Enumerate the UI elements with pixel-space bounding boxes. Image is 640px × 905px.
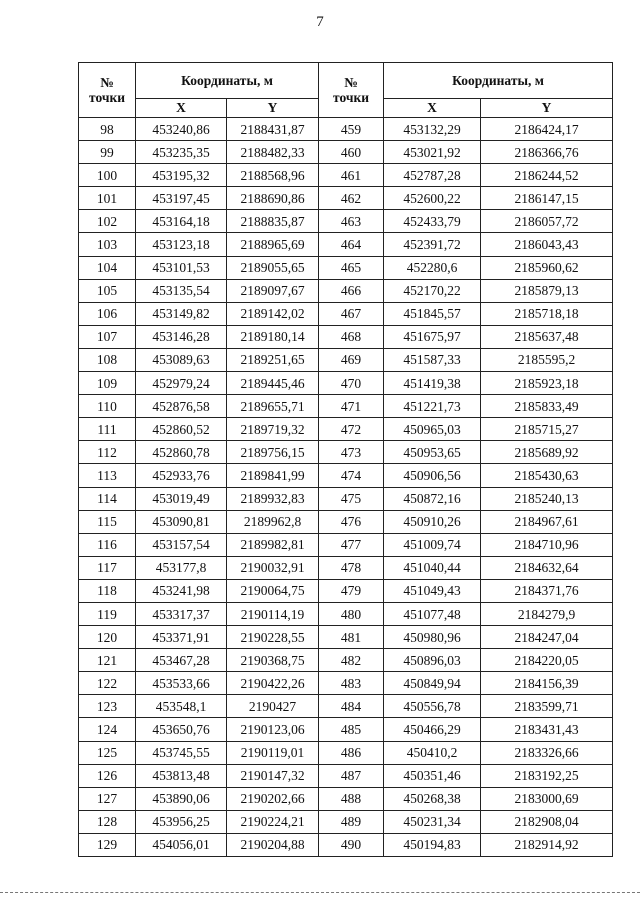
table-row <box>79 602 613 625</box>
y-cell: 2183599,71 <box>481 695 613 718</box>
point-no-cell: 459 <box>319 118 384 141</box>
y-cell: 2189932,83 <box>227 487 319 510</box>
x-cell: 452391,72 <box>384 233 481 256</box>
y-cell: 2190228,55 <box>227 626 319 649</box>
table-row <box>79 810 613 833</box>
point-no-cell: 107 <box>79 325 136 348</box>
x-cell: 453177,8 <box>136 556 227 579</box>
y-cell: 2185240,13 <box>481 487 613 510</box>
table-row <box>79 556 613 579</box>
point-no-cell: 486 <box>319 741 384 764</box>
table-row <box>79 510 613 533</box>
x-cell: 453467,28 <box>136 649 227 672</box>
x-cell: 453813,48 <box>136 764 227 787</box>
point-no-cell: 465 <box>319 256 384 279</box>
point-no-cell: 120 <box>79 626 136 649</box>
table-row <box>79 579 613 602</box>
x-cell: 453317,37 <box>136 602 227 625</box>
table-row <box>79 418 613 441</box>
x-cell: 453135,54 <box>136 279 227 302</box>
y-cell: 2183326,66 <box>481 741 613 764</box>
point-no-cell: 470 <box>319 372 384 395</box>
x-cell: 452876,58 <box>136 395 227 418</box>
x-cell: 450965,03 <box>384 418 481 441</box>
point-no-cell: 124 <box>79 718 136 741</box>
x-cell: 453533,66 <box>136 672 227 695</box>
y-cell: 2185923,18 <box>481 372 613 395</box>
point-no-cell: 463 <box>319 210 384 233</box>
point-no-header-right <box>319 63 384 118</box>
y-cell: 2190427 <box>227 695 319 718</box>
table-row <box>79 187 613 210</box>
x-cell: 453235,35 <box>136 141 227 164</box>
x-cell: 453132,29 <box>384 118 481 141</box>
y-cell: 2189180,14 <box>227 325 319 348</box>
point-no-cell: 476 <box>319 510 384 533</box>
y-cell: 2189962,8 <box>227 510 319 533</box>
y-cell: 2185879,13 <box>481 279 613 302</box>
point-no-cell: 466 <box>319 279 384 302</box>
table-row <box>79 718 613 741</box>
point-no-cell: 484 <box>319 695 384 718</box>
point-no-cell: 103 <box>79 233 136 256</box>
x-cell: 453021,92 <box>384 141 481 164</box>
y-header-right: Y <box>481 99 613 118</box>
x-cell: 452860,78 <box>136 441 227 464</box>
table-row <box>79 210 613 233</box>
x-cell: 450980,96 <box>384 626 481 649</box>
x-cell: 453101,53 <box>136 256 227 279</box>
x-cell: 452433,79 <box>384 210 481 233</box>
point-no-cell: 475 <box>319 487 384 510</box>
point-no-cell: 462 <box>319 187 384 210</box>
page-number: 7 <box>316 14 324 30</box>
point-no-cell: 471 <box>319 395 384 418</box>
x-header-left: X <box>136 99 227 118</box>
point-no-cell: 478 <box>319 556 384 579</box>
x-cell: 453195,32 <box>136 164 227 187</box>
point-no-cell: 480 <box>319 602 384 625</box>
table-row <box>79 464 613 487</box>
y-cell: 2185718,18 <box>481 302 613 325</box>
point-no-cell: 490 <box>319 833 384 856</box>
point-no-cell: 115 <box>79 510 136 533</box>
y-cell: 2189055,65 <box>227 256 319 279</box>
x-cell: 451221,73 <box>384 395 481 418</box>
y-cell: 2189097,67 <box>227 279 319 302</box>
x-cell: 453241,98 <box>136 579 227 602</box>
x-cell: 451077,48 <box>384 602 481 625</box>
table-body <box>79 118 613 857</box>
x-cell: 453149,82 <box>136 302 227 325</box>
point-no-word: точки <box>88 90 126 105</box>
point-no-symbol: № <box>344 75 358 90</box>
x-cell: 450466,29 <box>384 718 481 741</box>
y-cell: 2184279,9 <box>481 602 613 625</box>
x-cell: 453240,86 <box>136 118 227 141</box>
y-cell: 2184967,61 <box>481 510 613 533</box>
table-row <box>79 741 613 764</box>
y-cell: 2186244,52 <box>481 164 613 187</box>
table-row <box>79 372 613 395</box>
y-cell: 2190064,75 <box>227 579 319 602</box>
y-cell: 2188482,33 <box>227 141 319 164</box>
point-no-cell: 118 <box>79 579 136 602</box>
coords-header-left: Координаты, м <box>136 63 319 99</box>
point-no-cell: 485 <box>319 718 384 741</box>
x-cell: 452787,28 <box>384 164 481 187</box>
x-cell: 450872,16 <box>384 487 481 510</box>
x-cell: 453956,25 <box>136 810 227 833</box>
point-no-cell: 122 <box>79 672 136 695</box>
y-cell: 2183192,25 <box>481 764 613 787</box>
point-no-cell: 116 <box>79 533 136 556</box>
point-no-cell: 467 <box>319 302 384 325</box>
point-no-cell: 113 <box>79 464 136 487</box>
y-cell: 2185595,2 <box>481 348 613 371</box>
x-cell: 453089,63 <box>136 348 227 371</box>
x-cell: 451675,97 <box>384 325 481 348</box>
point-no-header-left <box>79 63 136 118</box>
table-row <box>79 626 613 649</box>
x-cell: 453090,81 <box>136 510 227 533</box>
y-cell: 2184247,04 <box>481 626 613 649</box>
point-no-cell: 98 <box>79 118 136 141</box>
y-cell: 2190147,32 <box>227 764 319 787</box>
x-cell: 453197,45 <box>136 187 227 210</box>
x-cell: 451845,57 <box>384 302 481 325</box>
coordinates-table <box>78 62 613 857</box>
y-cell: 2184156,39 <box>481 672 613 695</box>
x-cell: 453890,06 <box>136 787 227 810</box>
x-cell: 453164,18 <box>136 210 227 233</box>
point-no-cell: 109 <box>79 372 136 395</box>
point-no-cell: 110 <box>79 395 136 418</box>
point-no-cell: 477 <box>319 533 384 556</box>
x-cell: 452860,52 <box>136 418 227 441</box>
point-no-cell: 123 <box>79 695 136 718</box>
point-no-cell: 473 <box>319 441 384 464</box>
point-no-cell: 121 <box>79 649 136 672</box>
y-cell: 2186424,17 <box>481 118 613 141</box>
x-cell: 452933,76 <box>136 464 227 487</box>
point-no-cell: 469 <box>319 348 384 371</box>
table-row <box>79 487 613 510</box>
point-no-cell: 114 <box>79 487 136 510</box>
x-cell: 453019,49 <box>136 487 227 510</box>
x-cell: 452979,24 <box>136 372 227 395</box>
point-no-cell: 479 <box>319 579 384 602</box>
table-row <box>79 395 613 418</box>
y-cell: 2189841,99 <box>227 464 319 487</box>
x-cell: 452600,22 <box>384 187 481 210</box>
table-row <box>79 649 613 672</box>
y-cell: 2182908,04 <box>481 810 613 833</box>
point-no-cell: 108 <box>79 348 136 371</box>
point-no-word: точки <box>333 90 370 105</box>
point-no-symbol: № <box>100 75 114 90</box>
x-cell: 450194,83 <box>384 833 481 856</box>
table-row <box>79 764 613 787</box>
point-no-cell: 464 <box>319 233 384 256</box>
y-cell: 2184371,76 <box>481 579 613 602</box>
point-no-cell: 482 <box>319 649 384 672</box>
x-cell: 453745,55 <box>136 741 227 764</box>
y-cell: 2183431,43 <box>481 718 613 741</box>
y-cell: 2190368,75 <box>227 649 319 672</box>
y-cell: 2185430,63 <box>481 464 613 487</box>
y-cell: 2186057,72 <box>481 210 613 233</box>
y-cell: 2188568,96 <box>227 164 319 187</box>
y-cell: 2190114,19 <box>227 602 319 625</box>
y-cell: 2189251,65 <box>227 348 319 371</box>
table-row <box>79 325 613 348</box>
y-cell: 2184710,96 <box>481 533 613 556</box>
y-cell: 2189655,71 <box>227 395 319 418</box>
point-no-cell: 126 <box>79 764 136 787</box>
x-cell: 453123,18 <box>136 233 227 256</box>
y-cell: 2185960,62 <box>481 256 613 279</box>
table-row <box>79 533 613 556</box>
y-cell: 2190224,21 <box>227 810 319 833</box>
y-cell: 2189142,02 <box>227 302 319 325</box>
y-cell: 2184632,64 <box>481 556 613 579</box>
y-cell: 2185637,48 <box>481 325 613 348</box>
x-cell: 451587,33 <box>384 348 481 371</box>
table-row <box>79 233 613 256</box>
point-no-cell: 102 <box>79 210 136 233</box>
point-no-cell: 127 <box>79 787 136 810</box>
point-no-cell: 119 <box>79 602 136 625</box>
y-cell: 2183000,69 <box>481 787 613 810</box>
y-cell: 2190032,91 <box>227 556 319 579</box>
x-cell: 450896,03 <box>384 649 481 672</box>
point-no-cell: 99 <box>79 141 136 164</box>
table-row <box>79 833 613 856</box>
y-cell: 2185715,27 <box>481 418 613 441</box>
x-cell: 453371,91 <box>136 626 227 649</box>
coords-header-right: Координаты, м <box>384 63 613 99</box>
header-row <box>79 63 613 99</box>
x-cell: 451419,38 <box>384 372 481 395</box>
x-cell: 451049,43 <box>384 579 481 602</box>
y-cell: 2188690,86 <box>227 187 319 210</box>
point-no-cell: 117 <box>79 556 136 579</box>
x-cell: 453548,1 <box>136 695 227 718</box>
y-cell: 2189756,15 <box>227 441 319 464</box>
y-cell: 2190123,06 <box>227 718 319 741</box>
x-cell: 454056,01 <box>136 833 227 856</box>
y-cell: 2186147,15 <box>481 187 613 210</box>
point-no-cell: 129 <box>79 833 136 856</box>
x-cell: 453157,54 <box>136 533 227 556</box>
table-row <box>79 256 613 279</box>
bottom-divider <box>0 892 640 893</box>
point-no-cell: 106 <box>79 302 136 325</box>
table-row <box>79 672 613 695</box>
x-cell: 450231,34 <box>384 810 481 833</box>
table-row <box>79 695 613 718</box>
table-row <box>79 348 613 371</box>
point-no-cell: 474 <box>319 464 384 487</box>
point-no-cell: 461 <box>319 164 384 187</box>
x-cell: 450906,56 <box>384 464 481 487</box>
y-cell: 2188431,87 <box>227 118 319 141</box>
point-no-cell: 101 <box>79 187 136 210</box>
table-row <box>79 164 613 187</box>
y-cell: 2186366,76 <box>481 141 613 164</box>
point-no-cell: 488 <box>319 787 384 810</box>
x-cell: 453650,76 <box>136 718 227 741</box>
y-cell: 2190119,01 <box>227 741 319 764</box>
table-row <box>79 302 613 325</box>
y-cell: 2185689,92 <box>481 441 613 464</box>
x-cell: 452170,22 <box>384 279 481 302</box>
x-cell: 452280,6 <box>384 256 481 279</box>
x-header-right: X <box>384 99 481 118</box>
table-row <box>79 441 613 464</box>
x-cell: 451009,74 <box>384 533 481 556</box>
y-cell: 2188835,87 <box>227 210 319 233</box>
point-no-cell: 468 <box>319 325 384 348</box>
point-no-cell: 489 <box>319 810 384 833</box>
y-cell: 2184220,05 <box>481 649 613 672</box>
x-cell: 450556,78 <box>384 695 481 718</box>
x-cell: 450849,94 <box>384 672 481 695</box>
y-cell: 2189719,32 <box>227 418 319 441</box>
x-cell: 453146,28 <box>136 325 227 348</box>
x-cell: 450268,38 <box>384 787 481 810</box>
y-header-left: Y <box>227 99 319 118</box>
table-row <box>79 279 613 302</box>
y-cell: 2185833,49 <box>481 395 613 418</box>
x-cell: 450910,26 <box>384 510 481 533</box>
y-cell: 2182914,92 <box>481 833 613 856</box>
table-row <box>79 141 613 164</box>
point-no-cell: 112 <box>79 441 136 464</box>
point-no-cell: 100 <box>79 164 136 187</box>
y-cell: 2188965,69 <box>227 233 319 256</box>
point-no-cell: 487 <box>319 764 384 787</box>
point-no-cell: 104 <box>79 256 136 279</box>
point-no-cell: 125 <box>79 741 136 764</box>
point-no-cell: 472 <box>319 418 384 441</box>
x-cell: 450410,2 <box>384 741 481 764</box>
x-cell: 451040,44 <box>384 556 481 579</box>
point-no-cell: 105 <box>79 279 136 302</box>
table-row <box>79 787 613 810</box>
y-cell: 2190202,66 <box>227 787 319 810</box>
point-no-cell: 483 <box>319 672 384 695</box>
point-no-cell: 460 <box>319 141 384 164</box>
y-cell: 2186043,43 <box>481 233 613 256</box>
y-cell: 2190422,26 <box>227 672 319 695</box>
y-cell: 2189982,81 <box>227 533 319 556</box>
point-no-cell: 128 <box>79 810 136 833</box>
x-cell: 450953,65 <box>384 441 481 464</box>
y-cell: 2190204,88 <box>227 833 319 856</box>
table-row <box>79 118 613 141</box>
point-no-cell: 111 <box>79 418 136 441</box>
point-no-cell: 481 <box>319 626 384 649</box>
y-cell: 2189445,46 <box>227 372 319 395</box>
x-cell: 450351,46 <box>384 764 481 787</box>
